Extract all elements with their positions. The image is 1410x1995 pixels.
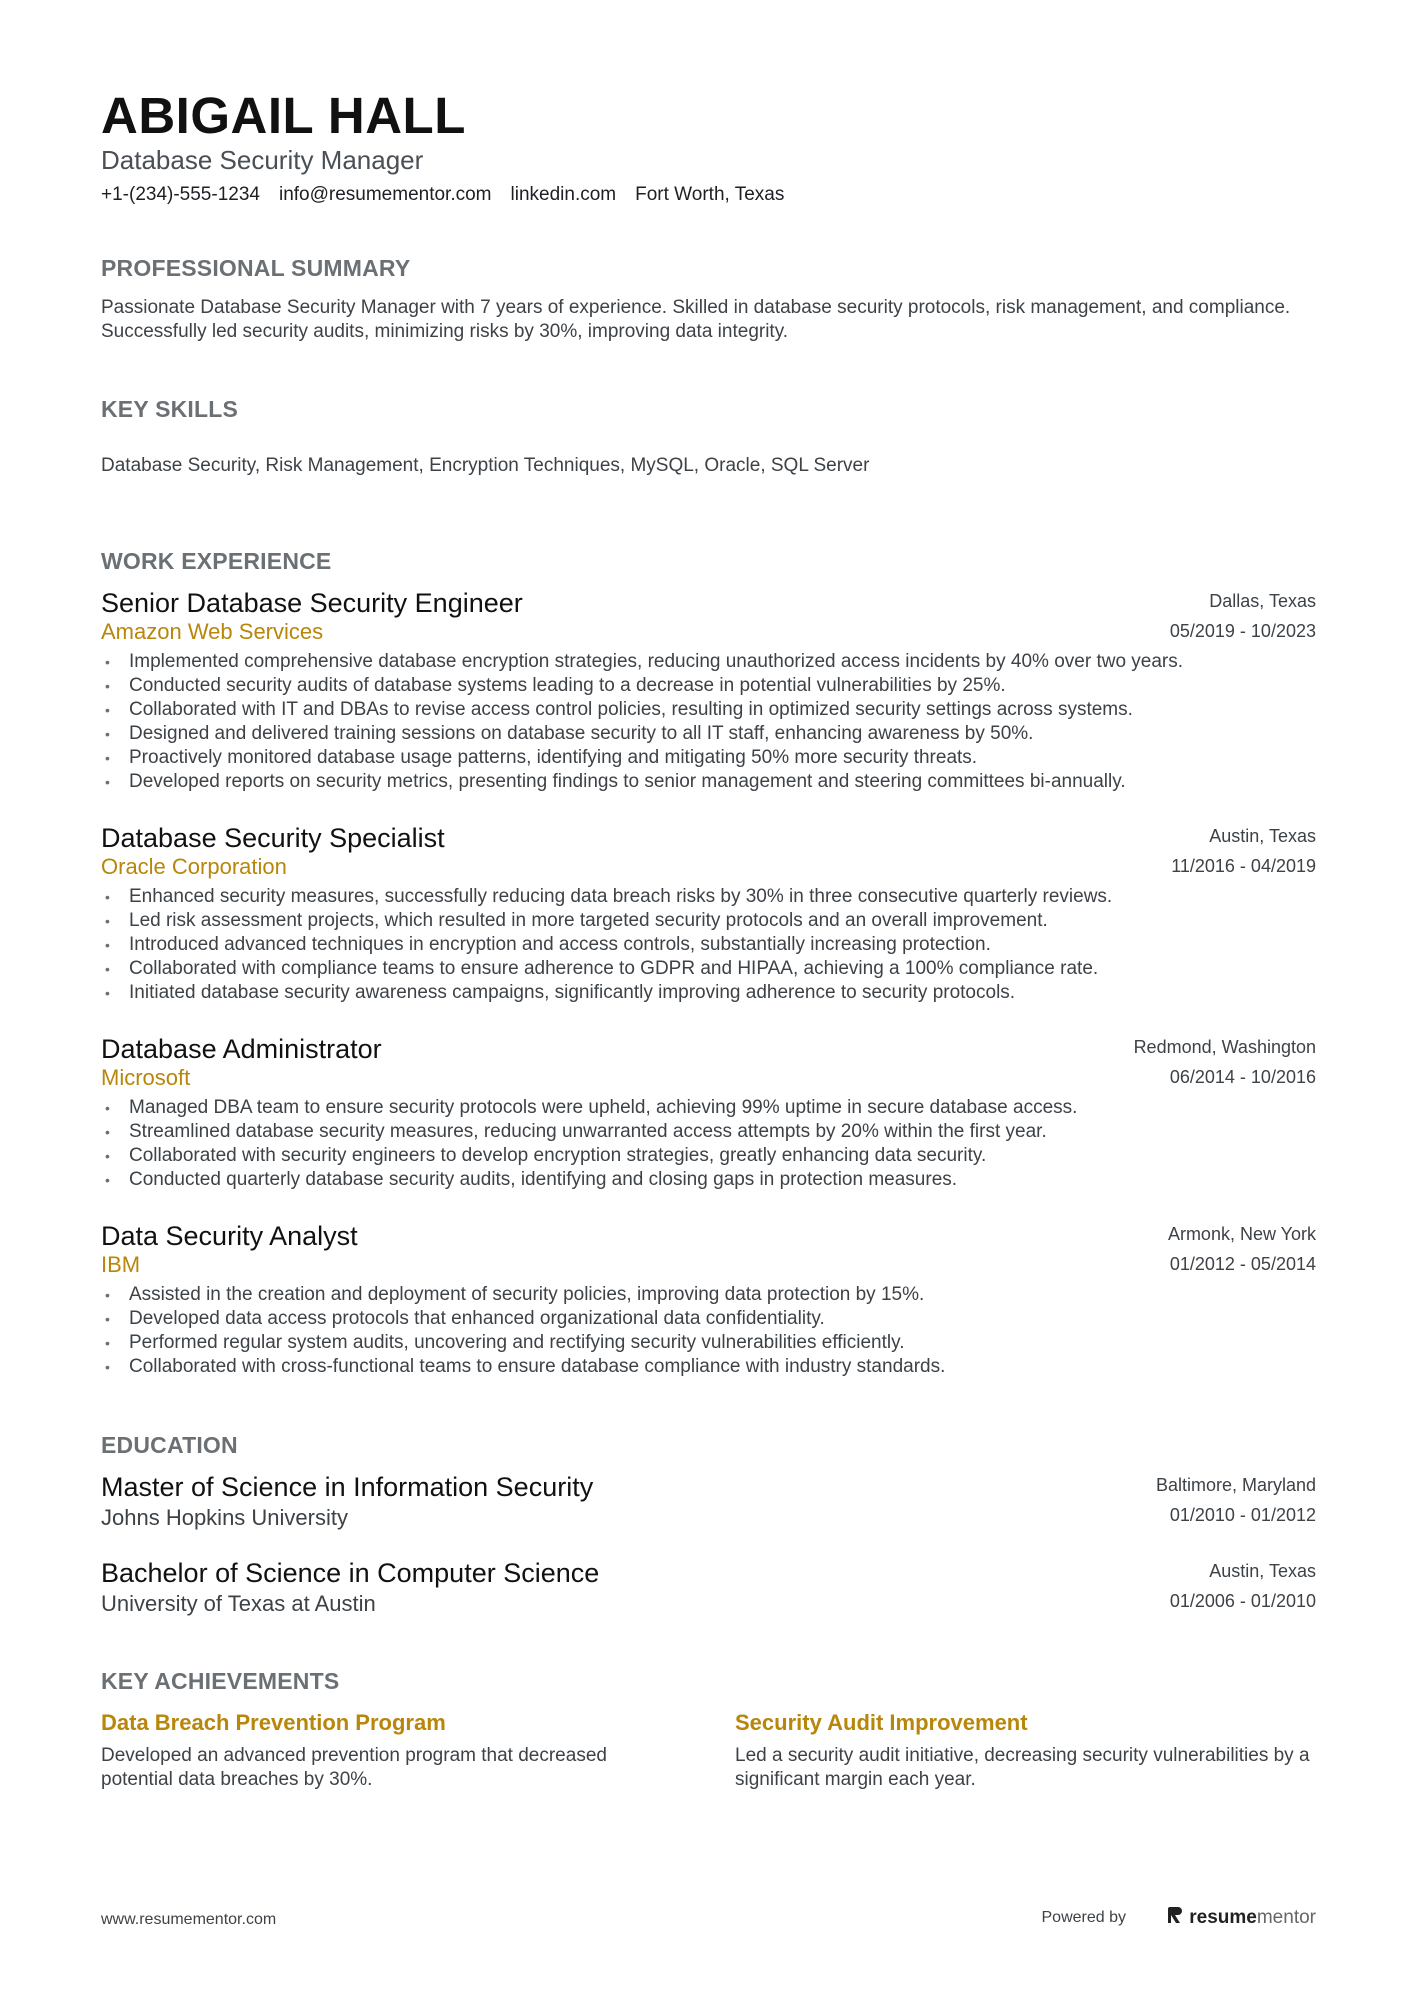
job-dates: 01/2012 - 05/2014	[1169, 1254, 1316, 1274]
skills-heading: KEY SKILLS	[101, 396, 239, 422]
job-dates: 06/2014 - 10/2016	[1169, 1067, 1316, 1087]
education-location: Austin, Texas	[1209, 1561, 1316, 1581]
job-bullet: • Collaborated with IT and DBAs to revise access control policies, resulting in optimized security settings across systems.	[105, 699, 1133, 720]
bullet-icon: •	[105, 1172, 110, 1188]
skills-text: Database Security, Risk Management, Encryption Techniques, MySQL, Oracle, SQL Server	[101, 455, 870, 476]
education-heading: EDUCATION	[101, 1432, 238, 1458]
job-bullet: • Developed reports on security metrics, presenting findings to senior management and steering committees bi-annually.	[105, 771, 1126, 792]
job-bullet: • Led risk assessment projects, which resulted in more targeted security protocols and an overall improvement.	[105, 910, 1048, 931]
education-school: University of Texas at Austin	[101, 1591, 376, 1616]
bullet-icon: •	[105, 1148, 110, 1164]
education-dates: 01/2006 - 01/2010	[1169, 1591, 1316, 1611]
experience-heading: WORK EXPERIENCE	[101, 548, 332, 574]
job-bullets	[101, 1283, 1316, 1379]
job-bullet: • Collaborated with security engineers to develop encryption strategies, greatly enhancing data security.	[105, 1145, 987, 1166]
bullet-icon: •	[105, 985, 110, 1001]
footer-brand-name: resumementor	[1189, 1906, 1316, 1928]
education-degree: Master of Science in Information Security	[101, 1472, 594, 1502]
job-role: Database Administrator	[101, 1034, 382, 1064]
bullet-icon: •	[105, 913, 110, 929]
bullet-icon: •	[105, 726, 110, 742]
education-degree: Bachelor of Science in Computer Science	[101, 1558, 600, 1588]
bullet-icon: •	[105, 937, 110, 953]
bullet-icon: •	[105, 678, 110, 694]
education-dates: 01/2010 - 01/2012	[1169, 1505, 1316, 1525]
job-bullets	[101, 885, 1316, 1005]
job-bullet: • Developed data access protocols that enhanced organizational data confidentiality.	[105, 1308, 825, 1329]
bullet-icon: •	[105, 961, 110, 977]
bullet-icon: •	[105, 1124, 110, 1140]
achievement-title: Data Breach Prevention Program	[101, 1710, 446, 1735]
job-bullet: • Performed regular system audits, uncovering and rectifying security vulnerabilities efficiently.	[105, 1332, 905, 1353]
job-bullet: • Initiated database security awareness campaigns, significantly improving adherence to security protocols.	[105, 982, 1016, 1003]
job-dates: 05/2019 - 10/2023	[1169, 621, 1316, 641]
achievement-item	[101, 1710, 681, 1792]
achievement-desc: Developed an advanced prevention program that decreased potential data breaches by 30%.	[101, 1745, 607, 1790]
job-bullet: • Implemented comprehensive database encryption strategies, reducing unauthorized access incidents by 40% over two years.	[105, 651, 1184, 672]
achievement-title: Security Audit Improvement	[735, 1710, 1028, 1735]
job-bullet: • Designed and delivered training sessions on database security to all IT staff, enhancing awareness by 50%.	[105, 723, 1034, 744]
job-bullet: • Managed DBA team to ensure security protocols were upheld, achieving 99% uptime in secure database access.	[105, 1097, 1078, 1118]
achievement-desc: Led a security audit initiative, decreasing security vulnerabilities by a significant margin each year.	[735, 1745, 1310, 1790]
job-bullet: • Streamlined database security measures, reducing unwarranted access attempts by 20% within the first year.	[105, 1121, 1047, 1142]
job-company: Amazon Web Services	[101, 619, 324, 644]
job-bullet: • Assisted in the creation and deployment of security policies, improving data protection by 15%.	[105, 1284, 925, 1305]
footer-url[interactable]: www.resumementor.com	[101, 1911, 277, 1928]
contact-linkedin[interactable]: linkedin.com	[510, 184, 617, 205]
bullet-icon: •	[105, 1287, 110, 1303]
summary-text: Passionate Database Security Manager with 7 years of experience. Skilled in database security protocols, risk management, and compliance. Successfully led security audits, minimizing risks by 30%, improving data integrity.	[101, 297, 1291, 342]
bullet-icon: •	[105, 1335, 110, 1351]
bullet-icon: •	[105, 702, 110, 718]
job-role: Database Security Specialist	[101, 823, 445, 853]
job-bullet: • Proactively monitored database usage patterns, identifying and mitigating 50% more security threats.	[105, 747, 978, 768]
education-school: Johns Hopkins University	[101, 1505, 348, 1530]
job-role: Senior Database Security Engineer	[101, 588, 523, 618]
job-location: Redmond, Washington	[1133, 1037, 1316, 1057]
summary-heading: PROFESSIONAL SUMMARY	[101, 255, 411, 281]
job-role: Data Security Analyst	[101, 1221, 358, 1251]
bullet-icon: •	[105, 889, 110, 905]
achievement-item	[735, 1710, 1315, 1792]
footer-brand-logo[interactable]	[1167, 1905, 1316, 1930]
resume-page	[101, 0, 1316, 1995]
job-bullet: • Enhanced security measures, successfully reducing data breach risks by 30% in three consecutive quarterly reviews.	[105, 886, 1113, 907]
bullet-icon: •	[105, 750, 110, 766]
achievements-heading: KEY ACHIEVEMENTS	[101, 1668, 340, 1694]
job-location: Armonk, New York	[1167, 1224, 1316, 1244]
footer-powered-by: Powered by	[1041, 1909, 1126, 1926]
bullet-icon: •	[105, 654, 110, 670]
job-bullets	[101, 650, 1316, 794]
job-bullets	[101, 1096, 1316, 1192]
resumementor-logo-icon	[1167, 1905, 1183, 1930]
contact-row	[101, 184, 784, 206]
job-location: Dallas, Texas	[1209, 591, 1316, 611]
bullet-icon: •	[105, 774, 110, 790]
contact-email[interactable]: info@resumementor.com	[278, 184, 492, 205]
bullet-icon: •	[105, 1311, 110, 1327]
bullet-icon: •	[105, 1359, 110, 1375]
job-bullet: • Collaborated with cross-functional teams to ensure database compliance with industry standards.	[105, 1356, 946, 1377]
bullet-icon: •	[105, 1100, 110, 1116]
job-bullet: • Conducted security audits of database systems leading to a decrease in potential vulnerabilities by 25%.	[105, 675, 1006, 696]
job-dates: 11/2016 - 04/2019	[1171, 856, 1316, 876]
contact-location: Fort Worth, Texas	[635, 184, 785, 205]
job-company: IBM	[101, 1252, 141, 1277]
job-company: Microsoft	[101, 1065, 191, 1090]
job-bullet: • Collaborated with compliance teams to ensure adherence to GDPR and HIPAA, achieving a 100% compliance rate.	[105, 958, 1099, 979]
education-location: Baltimore, Maryland	[1155, 1475, 1316, 1495]
job-bullet: • Conducted quarterly database security audits, identifying and closing gaps in protection measures.	[105, 1169, 958, 1190]
job-bullet: • Introduced advanced techniques in encryption and access controls, substantially increasing protection.	[105, 934, 991, 955]
job-company: Oracle Corporation	[101, 854, 287, 879]
job-location: Austin, Texas	[1209, 826, 1316, 846]
candidate-name: ABIGAIL HALL	[101, 87, 466, 144]
contact-phone[interactable]: +1-(234)-555-1234	[101, 184, 260, 205]
candidate-title: Database Security Manager	[101, 145, 424, 175]
